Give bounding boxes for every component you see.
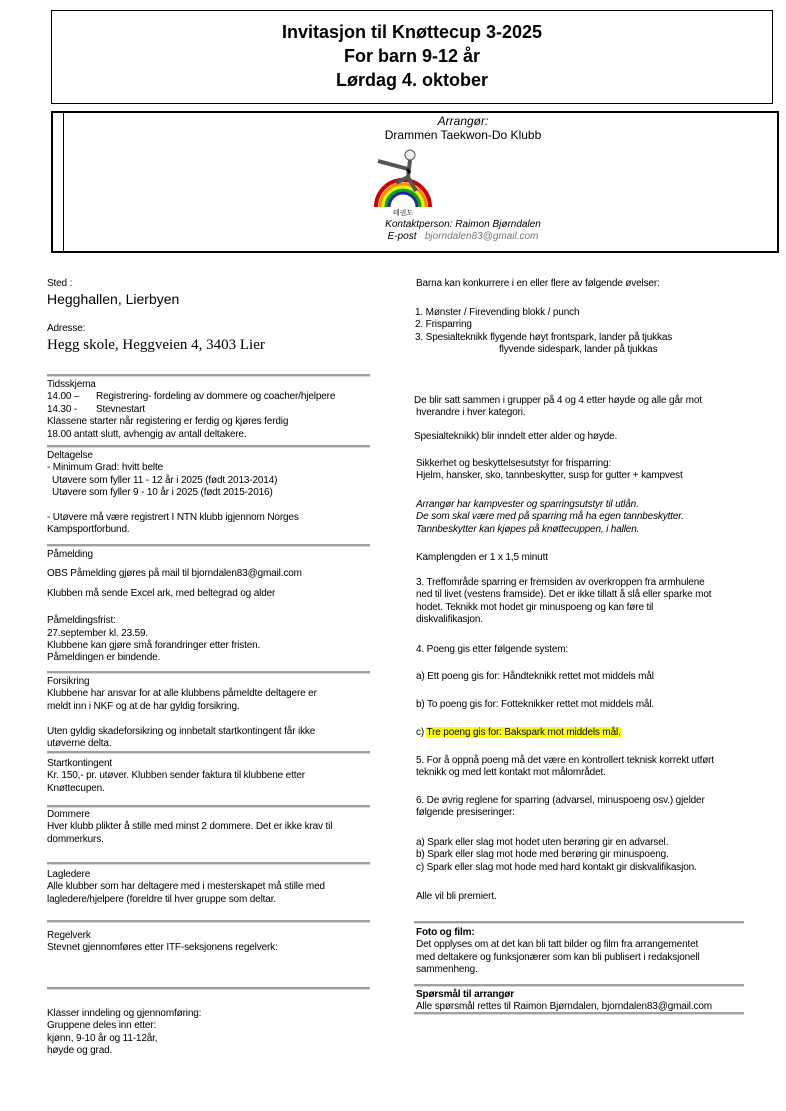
duration-text: Kamplengden er 1 x 1,5 minutt <box>416 552 548 563</box>
text-line: hverandre i hver kategori. <box>416 407 526 419</box>
equipment-note <box>416 499 684 536</box>
section-title: Dommere <box>47 809 90 820</box>
text-line: kjønn, 9-10 år og 11-12år, <box>47 1032 158 1044</box>
text-line: teknikk og med lett kontakt mot målområdet. <box>416 767 606 779</box>
section-questions <box>416 989 712 1014</box>
section-title: Lagledere <box>47 869 91 880</box>
section-title: Startkontingent <box>47 758 113 769</box>
text-line: Uten gyldig skadeforsikring og innbetalt startkontingent får ikke <box>47 725 316 737</box>
section-pamelding <box>47 549 302 665</box>
section-lagledere <box>47 869 325 906</box>
text-line: Påmeldingen er bindende. <box>47 652 161 664</box>
divider <box>414 984 744 987</box>
divider <box>47 920 370 923</box>
section-title: Spørsmål til arrangør <box>416 989 514 1000</box>
divider <box>47 671 370 674</box>
schedule-row <box>47 404 335 416</box>
section-title: Deltagelse <box>47 450 93 461</box>
section-forsikring <box>47 676 317 750</box>
text-line: Utøvere som fyller 11 - 12 år i 2025 (født 2013-2014) <box>52 474 278 486</box>
text-line: diskvalifikasjon. <box>416 614 483 626</box>
rule-6 <box>416 795 705 820</box>
text-line: Stevnet gjennomføres etter ITF-seksjonens regelverk: <box>47 942 278 954</box>
box-divider <box>63 113 64 251</box>
organizer-name: Drammen Taekwon-Do Klubb <box>384 128 542 142</box>
event-item: 3. Spesialteknikk flygende høyt frontspark, lander på tjukkas <box>415 331 673 343</box>
text-line: Alle spørsmål rettes til Raimon Bjørndalen, bjorndalen83@gmail.com <box>416 1001 712 1013</box>
section-foto <box>416 927 700 977</box>
section-title: Regelverk <box>47 930 91 941</box>
taekwon-do-logo <box>366 147 440 217</box>
text-line: Hjelm, hansker, sko, tannbeskytter, susp for gutter + kampvest <box>416 470 683 482</box>
divider <box>47 862 370 865</box>
text-line: Tannbeskytter kan kjøpes på knøttecuppen, i hallen. <box>416 523 640 535</box>
section-tidsskjema <box>47 379 335 441</box>
groups-text <box>414 395 702 420</box>
text-line: Klubbene har ansvar for at alle klubbens påmeldte deltagere er <box>47 688 317 700</box>
text-line: - Minimum Grad: hvitt belte <box>47 462 163 474</box>
section-title: Foto og film: <box>416 927 475 938</box>
divider <box>47 751 370 754</box>
divider <box>47 544 370 547</box>
text-line: Hver klubb plikter å stille med minst 2 dommere. Det er ikke krav til <box>47 821 333 833</box>
points-a: a) Ett poeng gis for: Håndteknikk rettet mot middels mål <box>416 671 654 682</box>
text-line: Kr. 150,- pr. utøver. Klubben sender faktura til klubbene etter <box>47 770 305 782</box>
rule-5 <box>416 755 714 780</box>
title-line-3: Lørdag 4. oktober <box>335 70 488 90</box>
svg-text:태권도: 태권도 <box>392 210 414 217</box>
text-line: 18.00 antatt slutt, avhengig av antall deltakere. <box>47 428 247 440</box>
divider <box>47 374 370 377</box>
text-line: b) Spark eller slag mot hode med berøring gir minuspoeng. <box>416 849 669 861</box>
text-line: 3. Treffområde sparring er fremsiden av overkroppen fra armhulene <box>416 577 705 588</box>
text-line: dommerkurs. <box>47 833 104 845</box>
event-item: flyvende sidespark, lander på tjukkas <box>499 344 658 356</box>
event-item: 2. Frisparring <box>415 319 472 331</box>
text-line: Sikkerhet og beskyttelsesutstyr for frisparring: <box>416 458 612 469</box>
text-line: Klubben må sende Excel ark, med beltegrad og alder <box>47 587 276 599</box>
sted-label: Sted : <box>47 278 73 289</box>
text-line: De blir satt sammen i grupper på 4 og 4 etter høyde og alle går mot <box>414 395 702 406</box>
divider <box>47 445 370 448</box>
text-line: Gruppene deles inn etter: <box>47 1020 157 1032</box>
schedule-time: 14.30 - <box>47 403 78 415</box>
text-line: hodet. Teknikk mot hodet gir minuspoeng og kan føre til <box>416 601 654 613</box>
text-line: Det opplyses om at det kan bli tatt bilder og film fra arrangementet <box>416 939 699 951</box>
section-title: Påmelding <box>47 549 93 560</box>
sted-value: Hegghallen, Lierbyen <box>47 291 180 307</box>
text-line: med deltakere og funksjonærer som kan bli publisert i redaksjonell <box>416 951 700 963</box>
text-line: Alle klubber som har deltagere med i mesterskapet må stille med <box>47 881 325 893</box>
divider <box>47 805 370 808</box>
contact-email-row <box>253 231 673 242</box>
prizes-text: Alle vil bli premiert. <box>416 891 497 902</box>
section-dommere <box>47 809 332 846</box>
points-b: b) To poeng gis for: Fotteknikker rettet mot middels mål. <box>416 699 655 710</box>
organizer-box <box>51 111 779 253</box>
text-line: meldt inn i NKF og at de har gyldig forsikring. <box>47 700 240 712</box>
points-c <box>416 727 621 739</box>
text-line: c) Spark eller slag mot hode med hard kontakt gir diskvalifikasjon. <box>416 861 697 873</box>
section-startkontingent <box>47 758 305 795</box>
text-line: De som skal være med på sparring må ha egen tannbeskytter. <box>416 511 684 523</box>
divider <box>414 1012 744 1015</box>
event-item: 1. Mønster / Firevending blokk / punch <box>415 307 580 318</box>
text-line: Klassene starter når registering er ferdig og kjøres ferdig <box>47 416 289 428</box>
text-line: Arrangør har kampvester og sparringsutstyr til utlån. <box>416 499 639 510</box>
schedule-row <box>47 391 335 403</box>
section-regelverk <box>47 930 278 955</box>
events-list <box>415 307 672 357</box>
email-link[interactable]: bjorndalen83@gmail.com <box>424 231 539 242</box>
text-line: 27.september kl. 23.59. <box>47 627 149 639</box>
safety-text <box>416 458 683 483</box>
text-line: 6. De øvrig reglene for sparring (advarsel, minuspoeng osv.) gjelder <box>416 795 705 806</box>
schedule-text: Registrering- fordeling av dommere og coacher/hjelpere <box>96 391 336 403</box>
penalties <box>416 837 697 874</box>
organizer-label: Arrangør: <box>437 114 489 128</box>
adresse-label: Adresse: <box>47 323 86 334</box>
text-line: Påmeldingsfrist: <box>47 615 116 627</box>
text-line: OBS Påmelding gjøres på mail til bjorndalen83@gmail.com <box>47 568 302 580</box>
text-line: følgende presiseringer: <box>416 807 515 819</box>
text-line: Kampsportforbund. <box>47 524 130 536</box>
text-line: ned til livet (vestens framside). Det er ikke tillatt å slå eller sparke mot <box>416 589 712 601</box>
text-line: - Utøvere må være registrert I NTN klubb igjennom Norges <box>47 511 299 523</box>
text-line: a) Spark eller slag mot hodet uten berøring gir en advarsel. <box>416 837 669 848</box>
title-line-2: For barn 9-12 år <box>343 46 481 66</box>
divider <box>414 921 744 924</box>
rule-4: 4. Poeng gis etter følgende system: <box>416 644 569 655</box>
contact-person: Kontaktperson: Raimon Bjørndalen <box>385 219 541 230</box>
text-line: 5. For å oppnå poeng må det være en kontrollert teknisk korrekt utført <box>416 755 714 766</box>
text-line: sammenheng. <box>416 964 478 976</box>
points-c-highlighted: Tre poeng gis for: Bakspark mot middels mål. <box>426 727 621 738</box>
schedule-text: Stevnestart <box>96 403 145 415</box>
events-intro: Barna kan konkurrere i en eller flere av følgende øvelser: <box>416 278 660 289</box>
rule-3 <box>416 577 711 627</box>
text-line: høyde og grad. <box>47 1045 113 1057</box>
text-line: lagledere/hjelpere (foreldre til hver gruppe som deltar. <box>47 893 276 905</box>
section-title: Tidsskjema <box>47 379 96 390</box>
title-box <box>51 10 773 104</box>
schedule-time: 14.00 – <box>47 391 80 403</box>
special-text: Spesialteknikk) blir inndelt etter alder og høyde. <box>414 431 618 442</box>
text-line: utøverne delta. <box>47 737 112 749</box>
text-line: Klubbene kan gjøre små forandringer etter fristen. <box>47 639 261 651</box>
adresse-value: Hegg skole, Heggveien 4, 3403 Lier <box>47 337 265 353</box>
text-line: Utøvere som fyller 9 - 10 år i 2025 (født 2015-2016) <box>52 487 273 499</box>
text-line: Knøttecupen. <box>47 782 105 794</box>
email-label: E-post <box>387 231 417 242</box>
section-deltagelse <box>47 450 299 537</box>
divider <box>47 987 370 990</box>
title-line-1: Invitasjon til Knøttecup 3-2025 <box>281 22 543 42</box>
section-title: Forsikring <box>47 676 90 687</box>
section-klasser <box>47 1008 201 1058</box>
text-line: Klasser inndeling og gjennomføring: <box>47 1008 202 1019</box>
points-c-prefix: c) <box>416 727 427 738</box>
